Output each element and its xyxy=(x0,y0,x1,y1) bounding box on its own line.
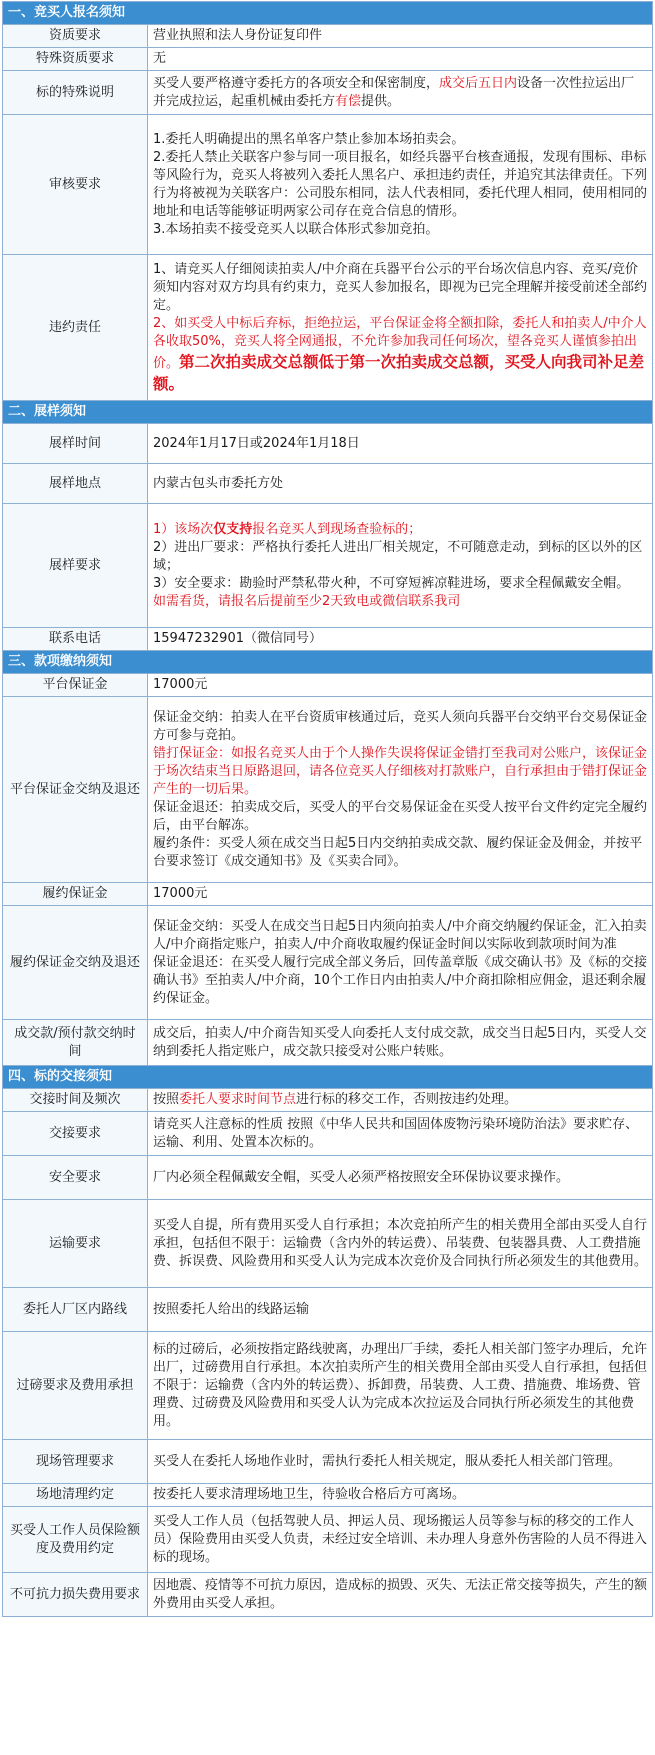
highlight-text: 成交后五日内 xyxy=(439,75,518,91)
section-header-payment xyxy=(3,651,653,674)
row-handover-requirements xyxy=(3,1112,653,1156)
auction-notice-table xyxy=(2,1,653,1617)
row-value: 17000元 xyxy=(148,674,653,697)
row-handover-time xyxy=(3,1089,653,1112)
text-bold: 仅支持 xyxy=(213,521,253,537)
text: 提供。 xyxy=(361,93,401,109)
row-value: 2024年1月17日或2024年1月18日 xyxy=(148,424,653,464)
paragraph: 2）进出厂要求：严格执行委托人进出厂相关规定，不可随意走动，到标的区以外的区域； xyxy=(153,539,643,573)
row-show-time xyxy=(3,424,653,464)
paragraph: 错打保证金：如报名竞买人由于个人操作失误将保证金错打至我司对公账户，该保证金于场次结束当日原路退回，请各位竞买人仔细核对打款账户，自行承担由于错打保证金产生的一切后果。 xyxy=(153,745,648,797)
row-show-requirements xyxy=(3,504,653,628)
row-qualification xyxy=(3,25,653,48)
paragraph: 如需看货，请报名后提前至少2天致电或微信联系我司 xyxy=(153,593,461,609)
row-label: 展样要求 xyxy=(3,504,148,628)
paragraph: 2、如买受人中标后弃标，拒绝拉运，平台保证金将全额扣除，委托人和拍卖人/中介人各收取50%，竞买人将全网通报，不允许参加我司任何场次，望各竞买人谨慎参拍出价。 xyxy=(153,315,647,371)
row-value xyxy=(148,906,653,1020)
row-value: 17000元 xyxy=(148,883,653,906)
row-value xyxy=(148,255,653,401)
text: 按照 xyxy=(153,1092,180,1107)
row-value: 成交后，拍卖人/中介商告知买受人向委托人支付成交款，成交当日起5日内，买受人交纳到委托人指定账户，成交款只接受对公账户转账。 xyxy=(148,1020,653,1066)
row-value: 厂内必须全程佩戴安全帽，买受人必须严格按照安全环保协议要求操作。 xyxy=(148,1156,653,1200)
paragraph: 保证金交纳：买受人在成交当日起5日内须向拍卖人/中介商交纳履约保证金，汇入拍卖人/中介商指定账户，拍卖人/中介商收取履约保证金时间以实际收到款项时间为准 xyxy=(153,918,647,952)
paragraph-emphasis: 第二次拍卖成交总额低于第一次拍卖成交总额，买受人向我司补足差额。 xyxy=(153,351,645,393)
row-site-cleanup xyxy=(3,1484,653,1507)
row-label: 特殊资质要求 xyxy=(3,48,148,71)
row-label: 成交款/预付款交纳时间 xyxy=(3,1020,148,1066)
row-performance-deposit-payment xyxy=(3,906,653,1020)
row-platform-deposit-payment xyxy=(3,697,653,883)
row-audit xyxy=(3,115,653,255)
row-label: 平台保证金 xyxy=(3,674,148,697)
paragraph: 履约条件：买受人须在成交当日起5日内交纳拍卖成交款、履约保证金及佣金，并按平台要求签订《成交通知书》及《买卖合同》。 xyxy=(153,835,643,869)
paragraph xyxy=(153,521,647,539)
section-title: 一、竞买人报名须知 xyxy=(3,2,653,25)
row-show-place xyxy=(3,464,653,504)
row-label: 买受人工作人员保险额度及费用约定 xyxy=(3,1507,148,1573)
row-value xyxy=(148,71,653,115)
row-value xyxy=(148,1089,653,1112)
paragraph-red xyxy=(153,315,647,395)
row-value: 买受人在委托人场地作业时，需执行委托人相关规定，服从委托人相关部门管理。 xyxy=(148,1440,653,1484)
row-label: 交接要求 xyxy=(3,1112,148,1156)
row-label: 运输要求 xyxy=(3,1200,148,1288)
row-value: 买受人自提，所有费用买受人自行承担；本次竞拍所产生的相关费用全部由买受人自行承担，包括但不限于：运输费（含内外的转运费）、吊装费、包装器具费、人工费措施费、拆误费、风险费用和买受人认为完成本次竞价及合同执行所必须发生的其他费用。 xyxy=(148,1200,653,1288)
row-platform-deposit xyxy=(3,674,653,697)
row-label: 过磅要求及费用承担 xyxy=(3,1332,148,1440)
paragraph: 保证金交纳：拍卖人在平台资质审核通过后，竞买人须向兵器平台交纳平台交易保证金方可参与竞拍。 xyxy=(153,709,648,743)
section-header-handover xyxy=(3,1066,653,1089)
row-value: 买受人工作人员（包括驾驶人员、押运人员、现场搬运人员等参与标的移交的工作人员）保险费用由买受人负责，未经过安全培训、未办理人身意外伤害险的人员不得进入标的现场。 xyxy=(148,1507,653,1573)
paragraph: 保证金退还：在买受人履行完成全部义务后，回传盖章版《成交确认书》及《标的交接确认书》至拍卖人/中介商，10个工作日内由拍卖人/中介商扣除相应佣金，退还剩余履约保证金。 xyxy=(153,954,648,1006)
row-label: 资质要求 xyxy=(3,25,148,48)
row-breach xyxy=(3,255,653,401)
paragraph: 3）安全要求：勘验时严禁私带火种，不可穿短裤凉鞋进场，要求全程佩戴安全帽。 xyxy=(153,575,630,591)
paragraph: 1、请竞买人仔细阅读拍卖人/中介商在兵器平台公示的平台场次信息内容、竞买/竞价须知内容对双方均具有约束力，竞买人参加报名，即视为已完全理解并接受前述全部约定。 xyxy=(153,261,648,313)
row-label: 履约保证金 xyxy=(3,883,148,906)
row-label: 标的特殊说明 xyxy=(3,71,148,115)
text: 买受人要严格遵守委托方的各项安全和保密制度， xyxy=(153,75,440,91)
row-route xyxy=(3,1288,653,1332)
row-label: 违约责任 xyxy=(3,255,148,401)
row-site-management xyxy=(3,1440,653,1484)
row-value: 因地震、疫情等不可抗力原因，造成标的损毁、灭失、无法正常交接等损失，产生的额外费用由买受人承担。 xyxy=(148,1573,653,1617)
section-title: 四、标的交接须知 xyxy=(3,1066,653,1089)
row-label: 交接时间及频次 xyxy=(3,1089,148,1112)
row-label: 展样地点 xyxy=(3,464,148,504)
section-header-viewing xyxy=(3,401,653,424)
row-value: 标的过磅后，必须按指定路线驶离，办理出厂手续，委托人相关部门签字办理后，允许出厂，过磅费用自行承担。本次拍卖所产生的相关费用全部由买受人自行承担，包括但不限于：运输费（含内外的转运费）、拆卸费，吊装费、人工费、措施费、堆场费、管理费、过磅费及风险费用和买受人认为完成本次拉运及合同执行所必须发生的其他费用。 xyxy=(148,1332,653,1440)
row-label: 展样时间 xyxy=(3,424,148,464)
row-value xyxy=(148,697,653,883)
row-label: 场地清理约定 xyxy=(3,1484,148,1507)
row-special-qualification xyxy=(3,48,653,71)
section-title: 三、款项缴纳须知 xyxy=(3,651,653,674)
row-force-majeure xyxy=(3,1573,653,1617)
row-value: 按委托人要求清理场地卫生，待验收合格后方可离场。 xyxy=(148,1484,653,1507)
row-value: 营业执照和法人身份证复印件 xyxy=(148,25,653,48)
row-value: 请竞买人注意标的性质 按照《中华人民共和国固体废物污染环境防治法》要求贮存、运输、利用、处置本次标的。 xyxy=(148,1112,653,1156)
phone-number: 15947232901（微信同号） xyxy=(148,628,653,651)
text: 设备一次性拉运出厂并完成拉运，起重机械由委托方 xyxy=(153,75,635,109)
paragraph: 2.委托人禁止关联客户参与同一项目报名，如经兵器平台核查通报，发现有围标、串标等风险行为，竞买人将被列入委托人黑名户、承担违约责任，并追究其法律责任。下列行为将被视为关联客户：公司股东相同，法人代表相同，委托代理人相同，使用相同的地址和电话等能够证明两家公司存在竞合信息的情形。 xyxy=(153,149,648,219)
row-label: 审核要求 xyxy=(3,115,148,255)
row-label: 现场管理要求 xyxy=(3,1440,148,1484)
text: 报名竞买人到现场查验标的； xyxy=(252,521,422,537)
section-header-registration xyxy=(3,2,653,25)
text: 1）该场次 xyxy=(153,521,214,537)
row-prepayment-time xyxy=(3,1020,653,1066)
row-special-description xyxy=(3,71,653,115)
row-label: 委托人厂区内路线 xyxy=(3,1288,148,1332)
highlight-text: 有偿 xyxy=(335,93,362,109)
row-label: 联系电话 xyxy=(3,628,148,651)
row-label: 平台保证金交纳及退还 xyxy=(3,697,148,883)
row-label: 不可抗力损失费用要求 xyxy=(3,1573,148,1617)
text: 进行标的移交工作，否则按违约处理。 xyxy=(296,1092,518,1107)
row-weighing xyxy=(3,1332,653,1440)
row-performance-deposit xyxy=(3,883,653,906)
row-value xyxy=(148,115,653,255)
paragraph: 保证金退还：拍卖成交后，买受人的平台交易保证金在买受人按平台文件约定完全履约后，由平台解冻。 xyxy=(153,799,648,833)
section-title: 二、展样须知 xyxy=(3,401,653,424)
paragraph: 1.委托人明确提出的黑名单客户禁止参加本场拍卖会。 xyxy=(153,131,465,147)
highlight-text: 委托人要求时间节点 xyxy=(179,1092,297,1107)
row-value xyxy=(148,504,653,628)
row-label: 履约保证金交纳及退还 xyxy=(3,906,148,1020)
row-contact-phone xyxy=(3,628,653,651)
row-transport xyxy=(3,1200,653,1288)
row-insurance xyxy=(3,1507,653,1573)
row-label: 安全要求 xyxy=(3,1156,148,1200)
row-value: 无 xyxy=(148,48,653,71)
row-value: 按照委托人给出的线路运输 xyxy=(148,1288,653,1332)
row-safety xyxy=(3,1156,653,1200)
paragraph: 3.本场拍卖不接受竞买人以联合体形式参加竞拍。 xyxy=(153,221,439,237)
row-value: 内蒙古包头市委托方处 xyxy=(148,464,653,504)
